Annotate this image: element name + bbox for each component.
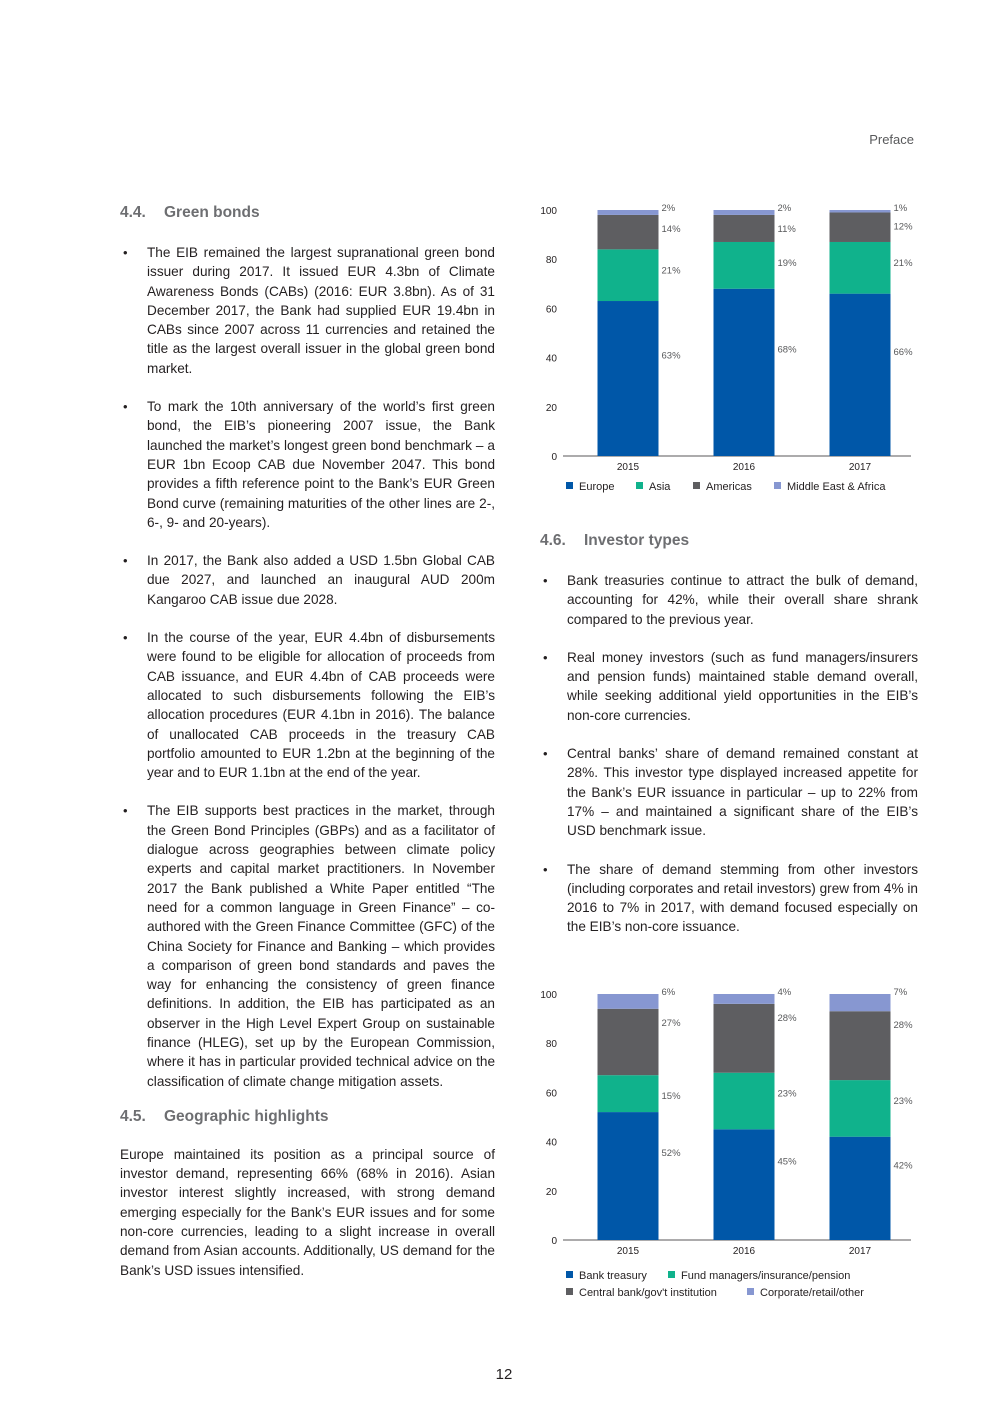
bar-segment-asia [830,242,891,294]
x-tick-label: 2017 [848,1246,872,1257]
data-label: 23% [893,1096,913,1108]
y-tick-label: 80 [545,255,557,267]
data-label: 28% [777,1012,797,1024]
legend-label: Central bank/gov't institution [579,1287,717,1299]
bar-segment-bank-treasury [830,1137,891,1240]
bar-segment-fund-managers-insurance-pension [714,1073,775,1130]
y-tick-label: 100 [540,990,557,1001]
y-tick-label: 0 [551,1236,557,1247]
x-tick-label: 2015 [616,462,640,473]
legend-swatch [693,482,700,489]
data-label: 11% [777,223,796,235]
data-label: 28% [893,1020,913,1032]
bar-segment-americas [830,212,891,242]
investor-types-chart [530,982,930,1262]
list-item: • Real money investors (such as fund managers/insurers and pension funds) maintained stable demand overall, while seeking additional yield opportunities in the EIB’s non-core currencies. [540,648,918,725]
section-title-investor-types [540,532,918,550]
data-label: 68% [777,344,797,356]
legend-item [566,1287,717,1299]
bar-segment-europe [714,289,775,456]
legend-swatch [668,1271,675,1278]
data-label: 1% [893,203,908,214]
data-label: 4% [777,987,792,998]
bar-segment-middle-east-africa [598,210,659,215]
list-item: • The EIB remained the largest supranational green bond issuer during 2017. It issued EUR 4.3bn of Climate Awareness Bonds (CABs) (2016: EUR 3.8bn). As of 31 December 2017, the Bank had supplied EUR 19.4bn in CABs since 2007 across 11 currencies and retained the title as the largest overall issuer in the global green bond market. [120,243,495,378]
legend-label: Bank treasury [579,1270,647,1282]
legend-item [747,1287,864,1299]
x-tick-label: 2015 [616,1246,640,1257]
bar-segment-fund-managers-insurance-pension [598,1075,659,1112]
list-item: • In the course of the year, EUR 4.4bn of disbursements were found to be eligible for allocation of proceeds from CAB issuance, and EUR 4.4bn of CAB proceeds were allocated to such disbursements following the EIB’s allocation procedures (EUR 4.1bn in 2016). The balance of unallocated CAB proceeds in the treasury CAB portfolio amounted to EUR 1.2bn at the beginning of the year and to EUR 1.1bn at the end of the year. [120,628,495,782]
data-label: 2% [661,203,676,214]
bar-segment-fund-managers-insurance-pension [830,1080,891,1137]
bar-segment-bank-treasury [598,1112,659,1240]
chart-legend [566,1270,926,1304]
x-tick-label: 2016 [732,462,756,473]
bar-segment-europe [598,301,659,456]
section-number: 4.4. [120,204,146,221]
legend-swatch [566,1288,573,1295]
legend-swatch [566,1271,573,1278]
data-label: 7% [893,987,908,998]
section-number: 4.5. [120,1107,146,1125]
bar-segment-asia [714,242,775,289]
list-item: • Bank treasuries continue to attract the bulk of demand, accounting for 42%, while their overall share shrank compared to the previous year. [540,571,918,629]
x-tick-label: 2016 [732,1246,756,1257]
legend-item [668,1270,850,1282]
data-label: 14% [661,223,681,235]
legend-swatch [636,482,643,489]
bar-segment-central-bank-gov-t-institution [598,1009,659,1075]
list-item: • Central banks’ share of demand remained constant at 28%. This investor type displayed increased appetite for the Bank’s EUR issuance in particular – up to 22% from 17% – and maintained a significant share of the EIB’s USD benchmark issue. [540,744,918,840]
legend-swatch [566,482,573,489]
green-bonds-list [120,243,495,1091]
legend-item [774,481,885,493]
y-tick-label: 0 [551,452,557,463]
y-tick-label: 60 [545,1088,557,1100]
bar-segment-corporate-retail-other [714,994,775,1004]
bar-segment-bank-treasury [714,1129,775,1240]
data-label: 21% [893,257,913,269]
legend-swatch [747,1288,754,1295]
data-label: 6% [661,987,676,998]
bar-segment-corporate-retail-other [830,994,891,1011]
legend-item [693,481,752,493]
y-tick-label: 40 [545,1137,557,1149]
legend-label: Americas [706,481,752,493]
legend-label: Corporate/retail/other [760,1287,864,1299]
legend-label: Fund managers/insurance/pension [681,1270,851,1282]
geographic-paragraph: Europe maintained its position as a principal source of investor demand, representing 66% (68% in 2016). Asian investor interest slightly increased, with strong demand emerging especially for the Bank’s EUR issues and for some non-core currencies, leading to a slight increase in overall demand from Asian accounts. Additionally, US demand for the Bank’s USD issues intensified. [120,1146,495,1278]
data-label: 2% [777,203,792,214]
legend-item [566,1270,647,1282]
data-label: 63% [661,350,681,362]
section-title-geographic [120,1108,495,1126]
section-title-text: Green bonds [164,204,260,221]
list-item: • The share of demand stemming from other investors (including corporates and retail investors) grew from 4% in 2016 to 7% in 2017, with demand focused especially on the EIB’s non-core issuance. [540,860,918,937]
section-title-text: Geographic highlights [164,1107,329,1125]
running-header: Preface [869,132,914,147]
legend-label: Asia [649,481,671,493]
list-item: • The EIB supports best practices in the market, through the Green Bond Principles (GBPs) and as a facilitator of dialogue across geographies between climate policy experts and capital market practitioners. In November 2017 the Bank published a White Paper entitled “The need for a common language in Green Finance” – co-authored with the Green Finance Committee (GFC) of the China Society for Finance and Banking – which provides a comparison of green bond standards and paves the way for enhancing the consistency of green finance definitions. In addition, the EIB has participated as an observer in the High Level Expert Group on sustainable finance (HLEG), set up by the European Commission, where it has in particular provided technical advice on the classification of climate change mitigation assets. [120,801,495,1090]
data-label: 42% [893,1160,913,1172]
legend-item [566,481,614,493]
bar-segment-middle-east-africa [714,210,775,215]
chart-legend [566,481,926,497]
data-label: 23% [777,1088,797,1100]
data-label: 12% [893,221,913,233]
bar-segment-americas [714,215,775,242]
bar-segment-central-bank-gov-t-institution [714,1004,775,1073]
data-label: 52% [661,1148,681,1160]
x-tick-label: 2017 [848,462,872,473]
y-tick-label: 20 [545,402,557,414]
page-number: 12 [495,1366,513,1383]
data-label: 27% [661,1017,681,1029]
legend-swatch [774,482,781,489]
right-column [540,532,918,937]
bar-segment-asia [598,249,659,301]
data-label: 21% [661,265,681,277]
legend-item [636,481,670,493]
investor-types-list [540,571,918,937]
y-tick-label: 60 [545,304,557,316]
y-tick-label: 80 [545,1039,557,1051]
bar-segment-middle-east-africa [830,210,891,212]
y-tick-label: 100 [540,206,557,217]
bar-segment-central-bank-gov-t-institution [830,1011,891,1080]
section-title-text: Investor types [584,532,690,549]
y-tick-label: 40 [545,353,557,365]
data-label: 66% [893,346,913,358]
section-number: 4.6. [540,532,566,549]
section-title-green-bonds [120,204,495,222]
bar-segment-americas [598,215,659,249]
list-item: • In 2017, the Bank also added a USD 1.5bn Global CAB due 2027, and launched an inaugural AUD 200m Kangaroo CAB issue due 2028. [120,551,495,609]
bar-segment-corporate-retail-other [598,994,659,1009]
legend-label: Middle East & Africa [787,481,886,493]
bar-segment-europe [830,294,891,456]
geographic-distribution-chart [530,198,930,478]
data-label: 45% [777,1156,797,1168]
legend-label: Europe [579,481,615,493]
data-label: 15% [661,1091,681,1103]
list-item: • To mark the 10th anniversary of the world’s first green bond, the EIB’s pioneering 2007 issue, the Bank launched the market’s longest green bond benchmark – a EUR 1bn Ecoop CAB due November 2047. This bond provides a fifth reference point to the Bank’s EUR Green Bond curve (remaining maturities of the other lines are 2-, 6-, 9- and 20-years). [120,397,495,532]
left-column [120,204,495,1280]
y-tick-label: 20 [545,1186,557,1198]
data-label: 19% [777,257,797,269]
